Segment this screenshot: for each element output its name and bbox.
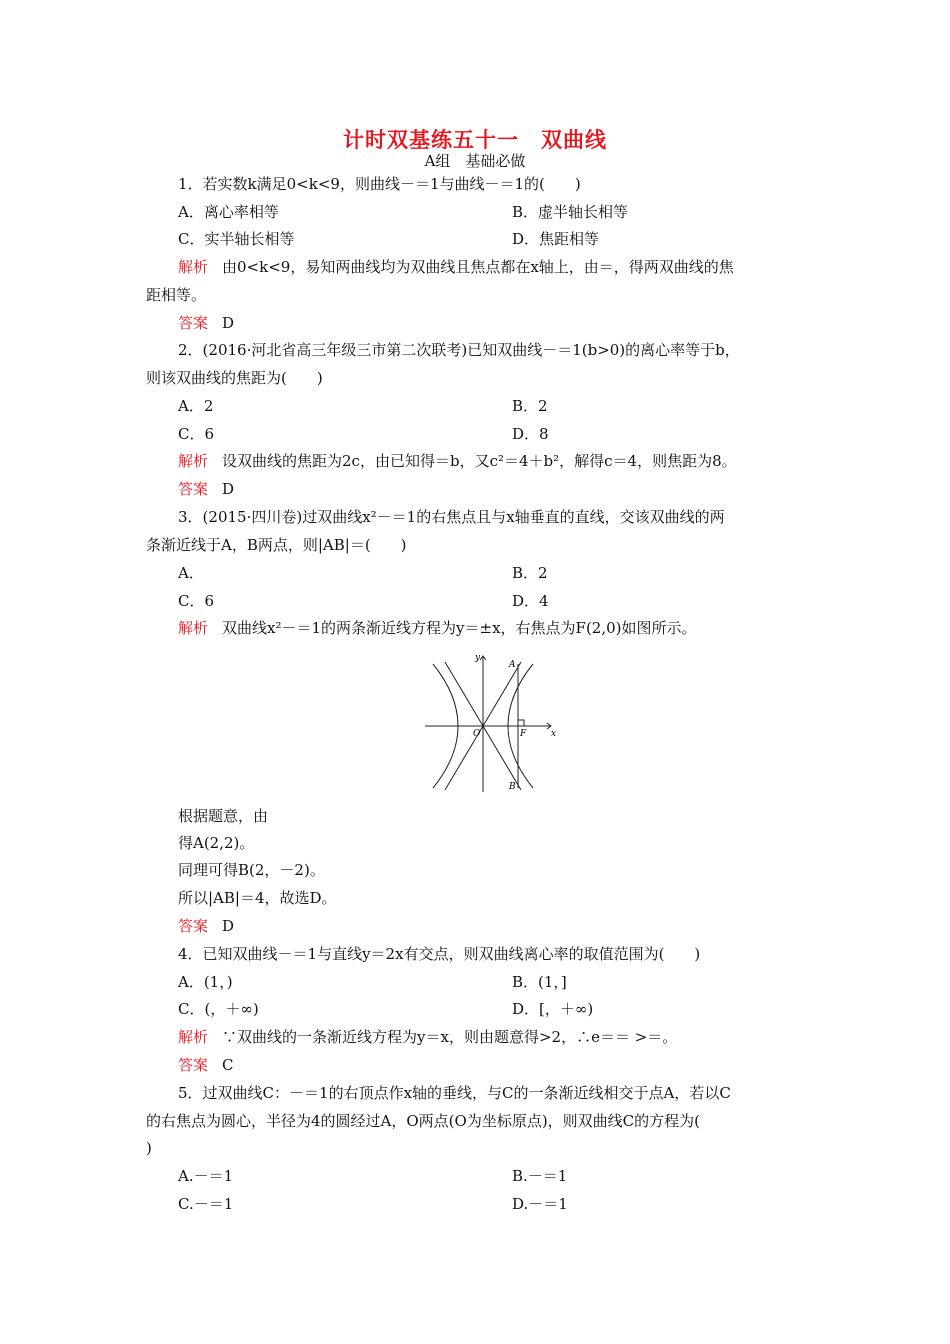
label-f: F — [520, 729, 527, 739]
analysis-text: 双曲线x²－＝1的两条渐近线方程为y＝±x，右焦点为F(2,0)如图所示。 — [222, 619, 697, 637]
answer-value: D — [222, 917, 235, 935]
q1-stem: 1．若实数k满足0<k<9，则曲线－＝1与曲线－＝1的( ) — [178, 175, 581, 193]
analysis-label: 解析 — [178, 258, 209, 276]
q3-work-2: 得A(2,2)。 — [178, 834, 255, 852]
q4-stem: 4．已知双曲线－＝1与直线y＝2x有交点，则双曲线离心率的取值范围为( ) — [178, 945, 701, 963]
q3-option-a: A． — [178, 564, 204, 582]
q3-analysis — [178, 618, 697, 638]
q2-option-c: C．6 — [178, 425, 215, 443]
label-o: O — [473, 729, 481, 739]
answer-label: 答案 — [178, 480, 209, 498]
q5-stem: 5．过双曲线C：－＝1的右顶点作x轴的垂线，与C的一条渐近线相交于点A，若以C — [178, 1084, 731, 1102]
q1-option-c: C．实半轴长相等 — [178, 230, 295, 248]
q4-answer — [178, 1055, 234, 1075]
q2-option-b: B．2 — [512, 397, 548, 415]
q3-option-b: B．2 — [512, 564, 548, 582]
q5-stem-cont: 的右焦点为圆心，半径为4的圆经过A，O两点(O为坐标原点)，则双曲线C的方程为( — [146, 1112, 701, 1130]
q5-option-b: B.－＝1 — [512, 1167, 568, 1185]
q3-stem-cont: 条渐近线于A，B两点，则|AB|＝( ) — [146, 536, 407, 554]
q3-answer — [178, 916, 234, 936]
section-subtitle: A组 基础必做 — [424, 152, 526, 170]
q4-option-d: D．[，＋∞) — [512, 1000, 594, 1018]
analysis-text: 设双曲线的焦距为2c，由已知得＝b，又c²＝4＋b²，解得c＝4，则焦距为8。 — [222, 452, 737, 470]
q4-option-c: C．(，＋∞) — [178, 1000, 259, 1018]
q2-option-d: D．8 — [512, 425, 549, 443]
answer-label: 答案 — [178, 314, 209, 332]
right-angle-mark — [518, 720, 524, 726]
q5-option-c: C.－＝1 — [178, 1195, 234, 1213]
label-y: y — [475, 653, 481, 663]
label-b: B — [509, 782, 516, 792]
q1-option-d: D．焦距相等 — [512, 230, 600, 248]
analysis-label: 解析 — [178, 619, 209, 637]
q5-stem-end: ) — [146, 1139, 152, 1157]
q3-option-c: C．6 — [178, 592, 215, 610]
q1-option-b: B．虚半轴长相等 — [512, 203, 629, 221]
answer-value: D — [222, 314, 235, 332]
q3-option-d: D．4 — [512, 592, 549, 610]
q1-analysis — [178, 257, 734, 277]
q1-analysis-cont: 距相等。 — [146, 286, 207, 304]
q1-answer — [178, 313, 234, 333]
q5-option-d: D.－＝1 — [512, 1195, 568, 1213]
label-x: x — [551, 729, 557, 739]
q4-option-b: B．(1，] — [512, 973, 567, 991]
q2-answer — [178, 479, 234, 499]
answer-label: 答案 — [178, 1056, 209, 1074]
label-a: A — [509, 660, 516, 670]
q1-option-a: A．离心率相等 — [178, 203, 279, 221]
answer-value: D — [222, 480, 235, 498]
q2-stem: 2．(2016·河北省高三年级三市第二次联考)已知双曲线－＝1(b>0)的离心率等于b， — [178, 341, 740, 359]
q2-analysis — [178, 451, 737, 471]
analysis-label: 解析 — [178, 452, 209, 470]
page-title: 计时双基练五十一 双曲线 — [343, 127, 607, 152]
analysis-text: ∵双曲线的一条渐近线方程为y＝x，则由题意得>2，∴e＝＝ >＝。 — [222, 1028, 678, 1046]
q2-option-a: A．2 — [178, 397, 214, 415]
q3-stem: 3．(2015·四川卷)过双曲线x²－＝1的右焦点且与x轴垂直的直线，交该双曲线的两 — [178, 508, 725, 526]
q4-option-a: A．(1，) — [178, 973, 233, 991]
q2-stem-cont: 则该双曲线的焦距为( ) — [146, 369, 323, 387]
hyperbola-figure — [423, 650, 559, 794]
analysis-label: 解析 — [178, 1028, 209, 1046]
q3-work-1: 根据题意，由 — [178, 807, 269, 825]
q3-work-3: 同理可得B(2，－2)。 — [178, 861, 325, 879]
q3-work-4: 所以|AB|＝4，故选D。 — [178, 889, 337, 907]
q4-analysis — [178, 1027, 677, 1047]
answer-label: 答案 — [178, 917, 209, 935]
answer-value: C — [222, 1056, 234, 1074]
q5-option-a: A.－＝1 — [178, 1167, 234, 1185]
analysis-text: 由0<k<9，易知两曲线均为双曲线且焦点都在x轴上，由＝，得两双曲线的焦 — [222, 258, 734, 276]
